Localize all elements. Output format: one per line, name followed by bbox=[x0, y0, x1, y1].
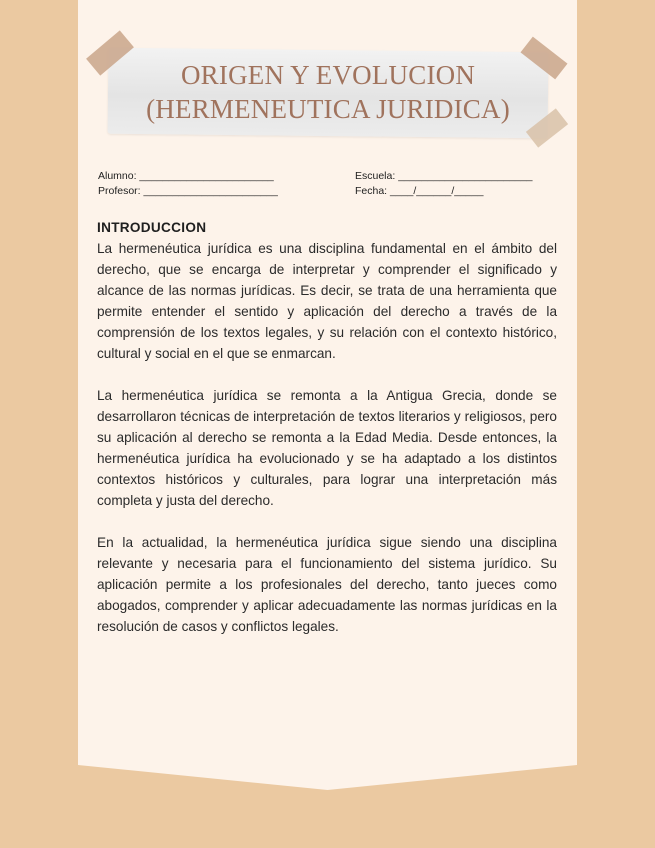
alumno-field: Alumno: _______________________ bbox=[98, 170, 274, 182]
student-info-left bbox=[98, 169, 318, 199]
escuela-field: Escuela: _______________________ bbox=[355, 170, 533, 182]
paragraph-1: La hermenéutica jurídica es una disciplina fundamental en el ámbito del derecho, que se encarga de interpretar y comprender el significado y alcance de las normas jurídicas. Es decir, se trata de una herramienta que permite entender el sentido y aplicación del derecho a través de la comprensión de los textos legales, y su relación con el contexto histórico, cultural y social en el que se enmarcan. bbox=[97, 241, 557, 361]
document-title bbox=[108, 58, 548, 126]
title-line-2: (HERMENEUTICA JURIDICA) bbox=[146, 94, 510, 124]
fecha-field: Fecha: ____/______/_____ bbox=[355, 185, 484, 197]
paragraph-2: La hermenéutica jurídica se remonta a la Antigua Grecia, donde se desarrollaron técnicas de interpretación de textos literarios y religiosos, pero su aplicación al derecho se remonta a la Edad Media. Desde entonces, la hermenéutica jurídica ha evolucionado y se ha adaptado a los distintos contextos históricos y culturales, para lograr una interpretación más completa y justa del derecho. bbox=[97, 388, 557, 508]
profesor-field: Profesor: _______________________ bbox=[98, 185, 278, 197]
document-body bbox=[97, 217, 557, 658]
title-line-1: ORIGEN Y EVOLUCION bbox=[180, 60, 476, 90]
student-info-right bbox=[355, 169, 565, 199]
section-heading: INTRODUCCION bbox=[97, 220, 207, 235]
paragraph-3: En la actualidad, la hermenéutica jurídica sigue siendo una disciplina relevante y necesaria para el funcionamiento del sistema jurídico. Su aplicación permite a los profesionales del derecho, tanto jueces como abogados, comprender y aplicar adecuadamente las normas jurídicas en la resolución de casos y conflictos legales. bbox=[97, 535, 557, 634]
